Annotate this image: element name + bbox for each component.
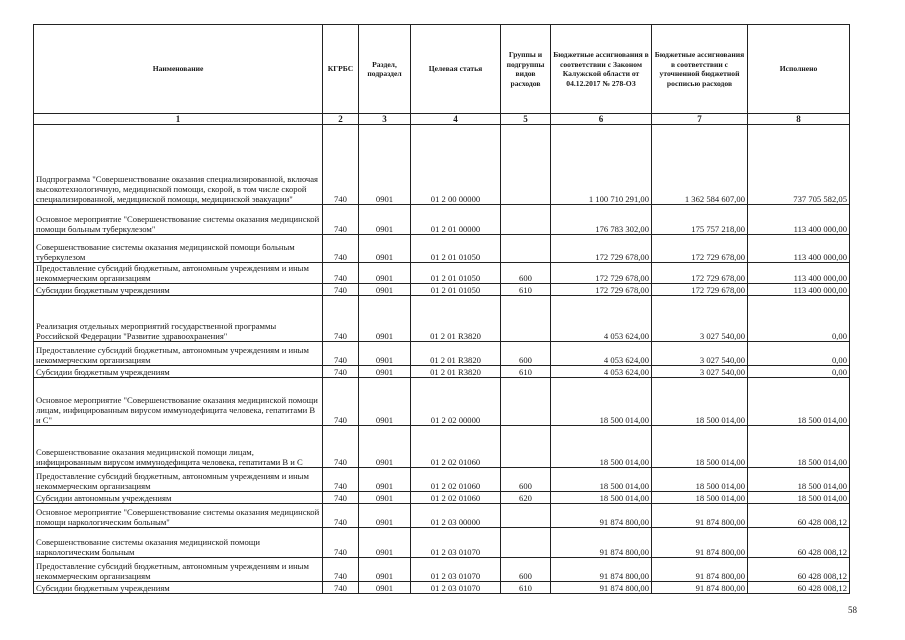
row-target: 01 2 01 R3820 xyxy=(411,366,501,378)
row-budget-law: 91 874 800,00 xyxy=(551,528,652,558)
column-number: 7 xyxy=(652,114,748,125)
row-budget-refined: 3 027 540,00 xyxy=(652,342,748,366)
table-row xyxy=(34,378,850,426)
header-groups: Группы и подгруппы видов расходов xyxy=(501,25,551,114)
row-budget-refined: 91 874 800,00 xyxy=(652,504,748,528)
column-number: 5 xyxy=(501,114,551,125)
row-group xyxy=(501,125,551,205)
row-kgrbs: 740 xyxy=(323,468,359,492)
row-budget-law: 91 874 800,00 xyxy=(551,558,652,582)
row-executed: 60 428 008,12 xyxy=(748,528,850,558)
row-budget-refined: 3 027 540,00 xyxy=(652,296,748,342)
row-executed: 0,00 xyxy=(748,366,850,378)
row-section: 0901 xyxy=(359,426,411,468)
row-target: 01 2 02 01060 xyxy=(411,468,501,492)
row-budget-refined: 3 027 540,00 xyxy=(652,366,748,378)
row-executed: 18 500 014,00 xyxy=(748,468,850,492)
row-budget-law: 176 783 302,00 xyxy=(551,205,652,235)
row-name: Совершенствование системы оказания медицинской помощи наркологическим больным xyxy=(34,528,323,558)
column-number: 6 xyxy=(551,114,652,125)
table-row xyxy=(34,492,850,504)
row-name: Предоставление субсидий бюджетным, автономным учреждениям и иным некоммерческим организациям xyxy=(34,342,323,366)
row-kgrbs: 740 xyxy=(323,284,359,296)
row-budget-refined: 91 874 800,00 xyxy=(652,528,748,558)
header-target: Целевая статья xyxy=(411,25,501,114)
table-row xyxy=(34,558,850,582)
row-executed: 113 400 000,00 xyxy=(748,235,850,263)
table-row xyxy=(34,296,850,342)
row-kgrbs: 740 xyxy=(323,528,359,558)
row-group xyxy=(501,528,551,558)
row-kgrbs: 740 xyxy=(323,125,359,205)
row-budget-law: 4 053 624,00 xyxy=(551,342,652,366)
row-section: 0901 xyxy=(359,205,411,235)
table-row xyxy=(34,366,850,378)
row-target: 01 2 02 00000 xyxy=(411,378,501,426)
row-budget-refined: 172 729 678,00 xyxy=(652,284,748,296)
row-group xyxy=(501,296,551,342)
table-row xyxy=(34,342,850,366)
column-number: 3 xyxy=(359,114,411,125)
row-executed: 113 400 000,00 xyxy=(748,263,850,284)
row-executed: 60 428 008,12 xyxy=(748,558,850,582)
row-group xyxy=(501,504,551,528)
row-budget-law: 172 729 678,00 xyxy=(551,284,652,296)
table-row xyxy=(34,504,850,528)
row-section: 0901 xyxy=(359,582,411,594)
row-group xyxy=(501,205,551,235)
row-name: Совершенствование оказания медицинской помощи лицам, инфицированным вирусом иммунодефицита человека, гепатитами B и C xyxy=(34,426,323,468)
row-section: 0901 xyxy=(359,504,411,528)
table-row xyxy=(34,528,850,558)
row-group xyxy=(501,235,551,263)
row-kgrbs: 740 xyxy=(323,235,359,263)
row-target: 01 2 00 00000 xyxy=(411,125,501,205)
row-executed: 737 705 582,05 xyxy=(748,125,850,205)
row-budget-law: 4 053 624,00 xyxy=(551,366,652,378)
header-budget-law: Бюджетные ассигнования в соответствии с Законом Калужской области от 04.12.2017 № 278-ОЗ xyxy=(551,25,652,114)
row-name: Субсидии бюджетным учреждениям xyxy=(34,284,323,296)
row-budget-law: 91 874 800,00 xyxy=(551,582,652,594)
row-executed: 113 400 000,00 xyxy=(748,284,850,296)
header-kgrbs: КГРБС xyxy=(323,25,359,114)
row-group: 610 xyxy=(501,582,551,594)
row-group: 610 xyxy=(501,366,551,378)
row-budget-law: 91 874 800,00 xyxy=(551,504,652,528)
header-budget-refined: Бюджетные ассигнования в соответствии с уточненной бюджетной росписью расходов xyxy=(652,25,748,114)
table-row xyxy=(34,582,850,594)
row-budget-law: 4 053 624,00 xyxy=(551,296,652,342)
row-section: 0901 xyxy=(359,528,411,558)
row-budget-refined: 1 362 584 607,00 xyxy=(652,125,748,205)
row-target: 01 2 01 R3820 xyxy=(411,296,501,342)
row-group xyxy=(501,378,551,426)
row-group: 620 xyxy=(501,492,551,504)
row-target: 01 2 01 R3820 xyxy=(411,342,501,366)
row-group: 600 xyxy=(501,342,551,366)
row-name: Реализация отдельных мероприятий государственной программы Российской Федерации "Развитие здравоохранения" xyxy=(34,296,323,342)
row-target: 01 2 03 01070 xyxy=(411,582,501,594)
row-kgrbs: 740 xyxy=(323,378,359,426)
row-target: 01 2 01 01050 xyxy=(411,235,501,263)
column-number: 1 xyxy=(34,114,323,125)
row-name: Субсидии автономным учреждениям xyxy=(34,492,323,504)
page-number: 58 xyxy=(848,605,857,615)
row-kgrbs: 740 xyxy=(323,205,359,235)
row-kgrbs: 740 xyxy=(323,366,359,378)
row-kgrbs: 740 xyxy=(323,558,359,582)
row-budget-law: 18 500 014,00 xyxy=(551,492,652,504)
table-body xyxy=(34,125,850,594)
row-budget-refined: 91 874 800,00 xyxy=(652,582,748,594)
row-section: 0901 xyxy=(359,468,411,492)
row-target: 01 2 02 01060 xyxy=(411,426,501,468)
row-group: 600 xyxy=(501,468,551,492)
row-executed: 18 500 014,00 xyxy=(748,492,850,504)
row-budget-law: 18 500 014,00 xyxy=(551,468,652,492)
row-section: 0901 xyxy=(359,235,411,263)
table-row xyxy=(34,205,850,235)
row-target: 01 2 01 01050 xyxy=(411,284,501,296)
table-row xyxy=(34,426,850,468)
row-executed: 113 400 000,00 xyxy=(748,205,850,235)
row-section: 0901 xyxy=(359,342,411,366)
row-section: 0901 xyxy=(359,558,411,582)
row-section: 0901 xyxy=(359,125,411,205)
table-row xyxy=(34,235,850,263)
row-budget-law: 172 729 678,00 xyxy=(551,263,652,284)
row-target: 01 2 01 00000 xyxy=(411,205,501,235)
row-budget-refined: 175 757 218,00 xyxy=(652,205,748,235)
row-section: 0901 xyxy=(359,284,411,296)
row-kgrbs: 740 xyxy=(323,504,359,528)
column-number: 8 xyxy=(748,114,850,125)
row-budget-law: 18 500 014,00 xyxy=(551,426,652,468)
row-kgrbs: 740 xyxy=(323,342,359,366)
row-budget-law: 18 500 014,00 xyxy=(551,378,652,426)
row-section: 0901 xyxy=(359,378,411,426)
header-executed: Исполнено xyxy=(748,25,850,114)
row-section: 0901 xyxy=(359,263,411,284)
budget-table xyxy=(33,24,850,594)
row-section: 0901 xyxy=(359,366,411,378)
row-budget-refined: 18 500 014,00 xyxy=(652,468,748,492)
row-section: 0901 xyxy=(359,296,411,342)
row-budget-law: 172 729 678,00 xyxy=(551,235,652,263)
row-executed: 0,00 xyxy=(748,296,850,342)
row-group: 610 xyxy=(501,284,551,296)
budget-table-container xyxy=(33,24,850,594)
row-name: Основное мероприятие "Совершенствование оказания медицинской помощи лицам, инфицированным вирусом иммунодефицита человека, гепатитами B и C" xyxy=(34,378,323,426)
row-target: 01 2 03 01070 xyxy=(411,558,501,582)
row-name: Подпрограмма "Совершенствование оказания специализированной, включая высокотехнологичную, медицинской помощи, скорой, в том числе скорой специализированной, медицинской помощи, медицинской эвакуации" xyxy=(34,125,323,205)
row-executed: 60 428 008,12 xyxy=(748,582,850,594)
row-name: Субсидии бюджетным учреждениям xyxy=(34,366,323,378)
row-target: 01 2 03 01070 xyxy=(411,528,501,558)
header-name: Наименование xyxy=(34,25,323,114)
row-name: Основное мероприятие "Совершенствование системы оказания медицинской помощи больным туберкулезом" xyxy=(34,205,323,235)
row-section: 0901 xyxy=(359,492,411,504)
row-name: Основное мероприятие "Совершенствование системы оказания медицинской помощи наркологическим больным" xyxy=(34,504,323,528)
row-kgrbs: 740 xyxy=(323,296,359,342)
row-budget-law: 1 100 710 291,00 xyxy=(551,125,652,205)
row-name: Совершенствование системы оказания медицинской помощи больным туберкулезом xyxy=(34,235,323,263)
row-target: 01 2 03 00000 xyxy=(411,504,501,528)
row-budget-refined: 172 729 678,00 xyxy=(652,235,748,263)
row-name: Предоставление субсидий бюджетным, автономным учреждениям и иным некоммерческим организациям xyxy=(34,468,323,492)
header-section: Раздел, подраздел xyxy=(359,25,411,114)
row-executed: 0,00 xyxy=(748,342,850,366)
row-name: Предоставление субсидий бюджетным, автономным учреждениям и иным некоммерческим организациям xyxy=(34,558,323,582)
row-executed: 18 500 014,00 xyxy=(748,426,850,468)
table-row xyxy=(34,263,850,284)
row-target: 01 2 01 01050 xyxy=(411,263,501,284)
row-budget-refined: 18 500 014,00 xyxy=(652,378,748,426)
row-target: 01 2 02 01060 xyxy=(411,492,501,504)
row-name: Предоставление субсидий бюджетным, автономным учреждениям и иным некоммерческим организациям xyxy=(34,263,323,284)
row-executed: 18 500 014,00 xyxy=(748,378,850,426)
header-row xyxy=(34,25,850,114)
row-kgrbs: 740 xyxy=(323,492,359,504)
table-row xyxy=(34,284,850,296)
column-number: 2 xyxy=(323,114,359,125)
row-kgrbs: 740 xyxy=(323,263,359,284)
row-budget-refined: 91 874 800,00 xyxy=(652,558,748,582)
row-kgrbs: 740 xyxy=(323,426,359,468)
column-number: 4 xyxy=(411,114,501,125)
column-number-row xyxy=(34,114,850,125)
row-kgrbs: 740 xyxy=(323,582,359,594)
row-group: 600 xyxy=(501,263,551,284)
row-executed: 60 428 008,12 xyxy=(748,504,850,528)
table-row xyxy=(34,125,850,205)
table-row xyxy=(34,468,850,492)
row-budget-refined: 18 500 014,00 xyxy=(652,492,748,504)
row-budget-refined: 18 500 014,00 xyxy=(652,426,748,468)
row-group: 600 xyxy=(501,558,551,582)
row-name: Субсидии бюджетным учреждениям xyxy=(34,582,323,594)
row-budget-refined: 172 729 678,00 xyxy=(652,263,748,284)
row-group xyxy=(501,426,551,468)
